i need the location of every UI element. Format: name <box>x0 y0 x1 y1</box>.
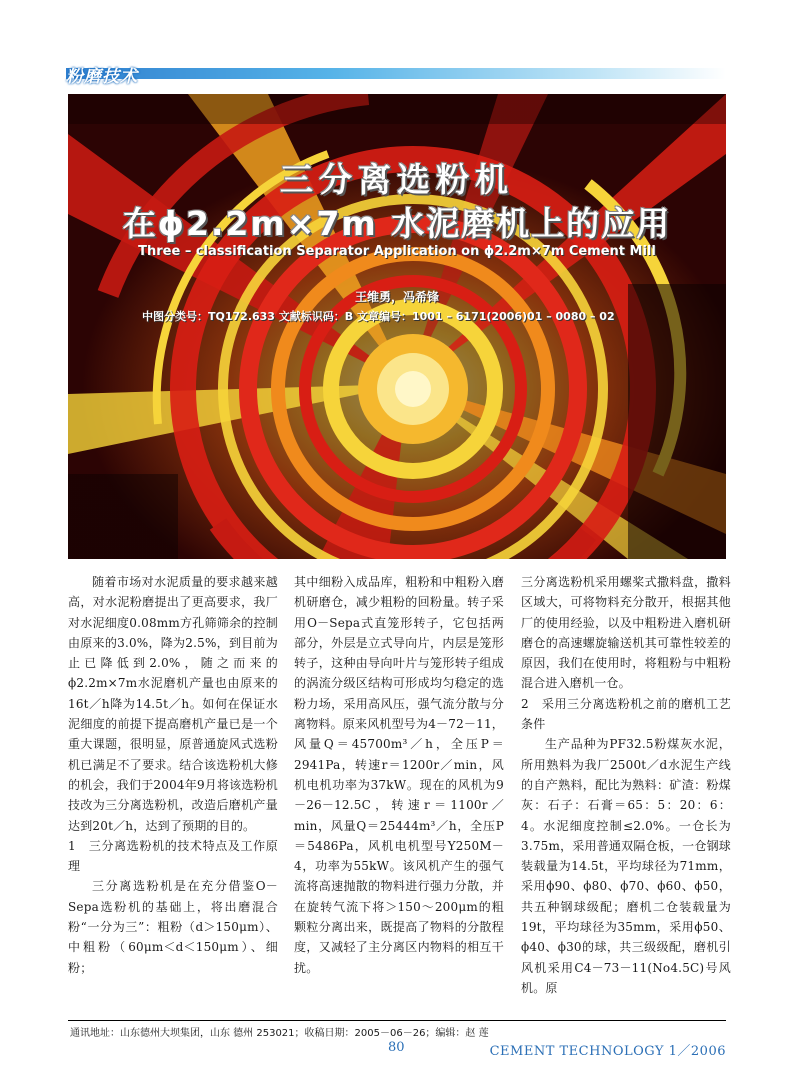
page-number: 80 <box>388 1040 405 1055</box>
paragraph: 其中细粉入成品库，粗粉和中粗粉入磨机研磨仓，减少粗粉的回粉量。转子采用O－Sepa式直笼形转子，它包括两部分，外层是立式导向片，内层是笼形转子，这种由导向叶片与笼形转子组成的涡流分级区结构可形成均匀稳定的选粉力场，采用高风压，强气流分散与分离物料。原来风机型号为4－72－11，风量Q＝45700m³／h，全压P＝2941Pa，转速r＝1200r／min，风机电机功率为37kW。现在的风机为9－26－12.5C，转速r＝1100r／min，风量Q＝25444m³／h，全压P＝5486Pa，风机电机型号Y250M－4，功率为55kW。该风机产生的强气流将高速抛散的物料进行强力分散，并在旋转气流下将＞150～200μm的粗颗粒分离出来，既提高了物料的分散程度，又减轻了主分离区内物料的相互干扰。 <box>294 575 504 975</box>
hero-banner <box>68 94 726 559</box>
article-title-line2: 在ϕ2.2m×7m 水泥磨机上的应用 <box>122 204 672 243</box>
article-title-line1: 三分离选粉机 <box>280 160 514 199</box>
footnote: 通讯地址：山东德州大坝集团，山东 德州 253021；收稿日期：2005－06－26；编辑：赵 莲 <box>70 1028 489 1039</box>
classification-info: 中图分类号：TQ172.633 文献标识码：B 文章编号：1001 – 6171(2006)01 – 0080 – 02 <box>142 310 615 323</box>
paragraph: 随着市场对水泥质量的要求越来越高，对水泥粉磨提出了更高要求，我厂对水泥细度0.08mm方孔筛筛余的控制由原来的3.0%，降为2.5%，到目前为止已降低到2.0%，随之而来的ϕ2.2m×7m水泥磨机产量也由原来的16t／h降为14.5t／h。如何在保证水泥细度的前提下提高磨机产量已是一个重大课题，很明显，原普通旋风式选粉机已满足不了要求。结合该选粉机大修的机会，我们于2004年9月将该选粉机技改为三分离选粉机，改造后磨机产量达到20t／h，达到了预期的目的。 <box>68 575 278 833</box>
section-heading: 1 三分离选粉机的技术特点及工作原理 <box>68 838 278 874</box>
body-column-1 <box>68 572 278 978</box>
body-column-3 <box>521 572 731 998</box>
paragraph: 生产品种为PF32.5粉煤灰水泥，所用熟料为我厂2500t／d水泥生产线的自产熟料，配比为熟料：矿渣：粉煤灰：石子：石膏＝65：5：20：6：4。水泥细度控制≤2.0%。一仓长为3.75m，采用普通双隔仓板，一仓钢球装载量为14.5t，平均球径为71mm，采用ϕ90、ϕ80、ϕ70、ϕ60、ϕ50，共五种钢球级配；磨机二仓装载量为19t，平均球径为35mm，采用ϕ50、ϕ40、ϕ30的球，共三级级配，磨机引风机采用C4－73－11(No4.5C)号风机。原 <box>521 737 731 995</box>
journal-name: CEMENT TECHNOLOGY 1／2006 <box>489 1044 726 1059</box>
section-header-bar <box>66 68 726 79</box>
article-authors: 王维勇，冯希锋 <box>354 290 439 304</box>
paragraph: 三分离选粉机采用螺桨式撒料盘，撒料区域大，可将物料充分散开，根据其他厂的使用经验，以及中粗粉进入磨机研磨仓的高速螺旋输送机其可靠性较差的原因，我们在使用时，将粗粉与中粗粉混合进入磨机一仓。 <box>521 575 731 691</box>
article-title-english: Three – classification Separator Application on ϕ2.2m×7m Cement Mill <box>138 244 656 259</box>
footnote-divider <box>68 1020 726 1021</box>
section-heading: 2 采用三分离选粉机之前的磨机工艺条件 <box>521 696 731 732</box>
section-label: 粉磨技术 <box>66 67 138 87</box>
body-column-2 <box>294 572 504 978</box>
paragraph: 三分离选粉机是在充分借鉴O－Sepa选粉机的基础上，将出磨混合粉“一分为三”：粗粉（d＞150μm）、中粗粉（60μm＜d＜150μm）、细粉； <box>68 879 278 975</box>
section-header <box>66 64 726 87</box>
